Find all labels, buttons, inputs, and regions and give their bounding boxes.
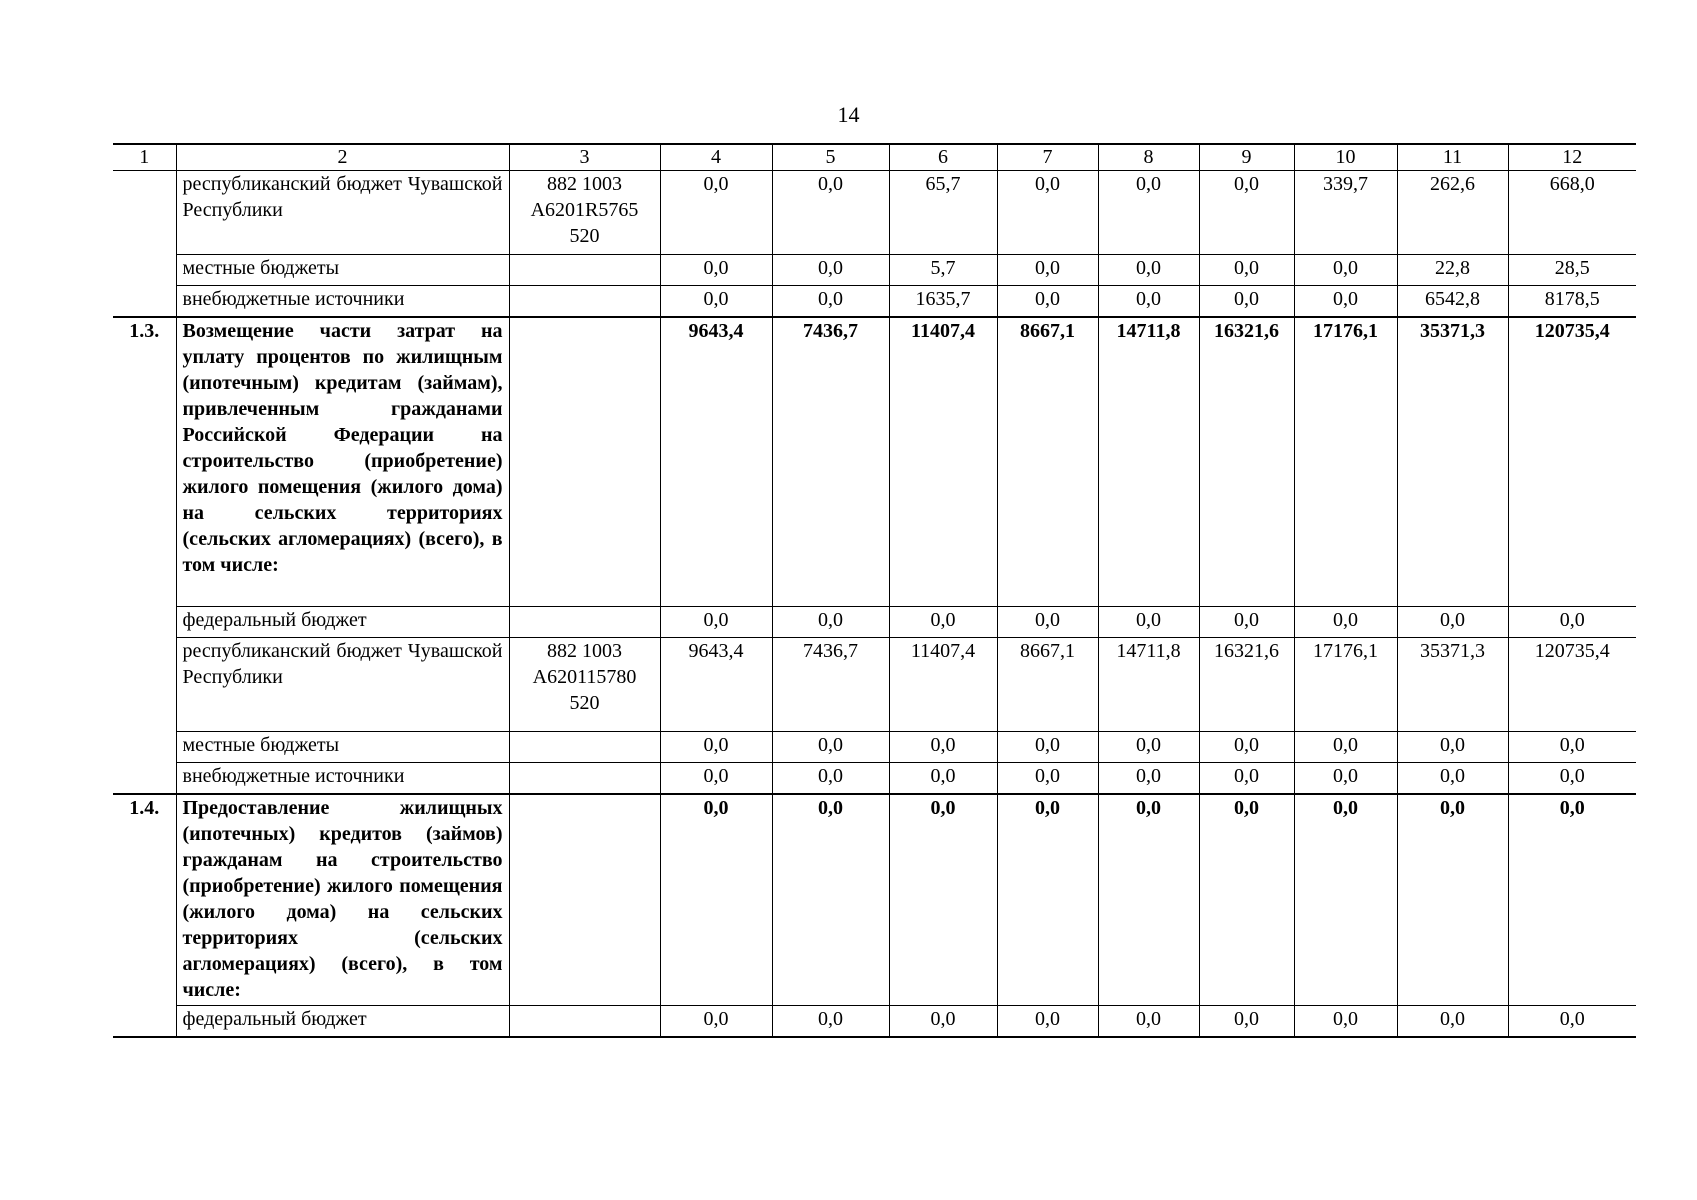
table-row (113, 607, 1636, 638)
budget-code (509, 732, 660, 763)
budget-code (509, 763, 660, 794)
value-cell: 35371,3 (1397, 317, 1508, 607)
row-number (113, 255, 176, 286)
value-cell: 0,0 (889, 763, 997, 794)
value-cell: 28,5 (1508, 255, 1636, 286)
col-header: 1 (113, 144, 176, 171)
col-header: 12 (1508, 144, 1636, 171)
value-cell: 16321,6 (1199, 317, 1294, 607)
value-cell: 0,0 (1199, 255, 1294, 286)
row-number (113, 607, 176, 638)
table-row (113, 638, 1636, 732)
row-number (113, 638, 176, 732)
value-cell: 0,0 (660, 286, 772, 317)
value-cell: 0,0 (1397, 1006, 1508, 1037)
value-cell: 14711,8 (1098, 317, 1199, 607)
table-row (113, 732, 1636, 763)
value-cell: 0,0 (1397, 607, 1508, 638)
value-cell: 0,0 (772, 171, 889, 255)
value-cell: 0,0 (889, 607, 997, 638)
row-description: республиканский бюджет Чувашской Республики (176, 171, 509, 255)
col-header: 5 (772, 144, 889, 171)
col-header: 4 (660, 144, 772, 171)
value-cell: 0,0 (997, 171, 1098, 255)
value-cell: 120735,4 (1508, 317, 1636, 607)
value-cell: 339,7 (1294, 171, 1397, 255)
table-row (113, 763, 1636, 794)
col-header: 8 (1098, 144, 1199, 171)
value-cell: 11407,4 (889, 317, 997, 607)
col-header: 6 (889, 144, 997, 171)
value-cell: 0,0 (1098, 255, 1199, 286)
value-cell: 0,0 (889, 1006, 997, 1037)
value-cell: 0,0 (997, 794, 1098, 1006)
value-cell: 262,6 (1397, 171, 1508, 255)
value-cell: 0,0 (1508, 732, 1636, 763)
budget-code (509, 1006, 660, 1037)
value-cell: 14711,8 (1098, 638, 1199, 732)
col-header: 3 (509, 144, 660, 171)
section-row (113, 317, 1636, 607)
row-number (113, 763, 176, 794)
row-description: местные бюджеты (176, 255, 509, 286)
value-cell: 16321,6 (1199, 638, 1294, 732)
value-cell: 0,0 (660, 1006, 772, 1037)
value-cell: 0,0 (889, 794, 997, 1006)
value-cell: 0,0 (1397, 794, 1508, 1006)
value-cell: 22,8 (1397, 255, 1508, 286)
value-cell: 0,0 (889, 732, 997, 763)
value-cell: 0,0 (660, 732, 772, 763)
value-cell: 0,0 (1098, 763, 1199, 794)
value-cell: 0,0 (1098, 607, 1199, 638)
col-header: 2 (176, 144, 509, 171)
value-cell: 0,0 (1098, 732, 1199, 763)
row-description: Возмещение части затрат на уплату процентов по жилищным (ипотечным) кредитам (займам), привлеченным гражданами Российской Федерации на строительство (приобретение) жилого помещения (жилого дома) на сельских территориях (сельских агломерациях) (всего), в том числе: (176, 317, 509, 607)
value-cell: 6542,8 (1397, 286, 1508, 317)
row-description: республиканский бюджет Чувашской Республики (176, 638, 509, 732)
row-description: внебюджетные источники (176, 763, 509, 794)
value-cell: 0,0 (997, 763, 1098, 794)
value-cell: 0,0 (997, 1006, 1098, 1037)
value-cell: 0,0 (1199, 1006, 1294, 1037)
value-cell: 0,0 (1397, 763, 1508, 794)
table-row (113, 286, 1636, 317)
value-cell: 7436,7 (772, 317, 889, 607)
value-cell: 0,0 (1294, 607, 1397, 638)
header-row (113, 144, 1636, 171)
table-row (113, 255, 1636, 286)
value-cell: 0,0 (1098, 1006, 1199, 1037)
value-cell: 0,0 (660, 255, 772, 286)
value-cell: 0,0 (772, 763, 889, 794)
row-description: местные бюджеты (176, 732, 509, 763)
value-cell: 1635,7 (889, 286, 997, 317)
value-cell: 0,0 (1199, 286, 1294, 317)
value-cell: 0,0 (1294, 255, 1397, 286)
value-cell: 668,0 (1508, 171, 1636, 255)
row-description: Предоставление жилищных (ипотечных) кредитов (займов) гражданам на строительство (приобретение) жилого помещения (жилого дома) на сельских территориях (сельских агломерациях) (всего), в том числе: (176, 794, 509, 1006)
value-cell: 0,0 (1397, 732, 1508, 763)
table-row (113, 171, 1636, 255)
value-cell: 0,0 (1098, 794, 1199, 1006)
value-cell: 0,0 (1199, 171, 1294, 255)
value-cell: 0,0 (660, 763, 772, 794)
value-cell: 0,0 (1294, 732, 1397, 763)
value-cell: 9643,4 (660, 317, 772, 607)
value-cell: 0,0 (1508, 794, 1636, 1006)
value-cell: 0,0 (1098, 286, 1199, 317)
budget-code (509, 286, 660, 317)
value-cell: 0,0 (1508, 1006, 1636, 1037)
budget-code (509, 255, 660, 286)
value-cell: 120735,4 (1508, 638, 1636, 732)
value-cell: 0,0 (997, 607, 1098, 638)
value-cell: 0,0 (772, 1006, 889, 1037)
page-number: 14 (837, 102, 860, 127)
value-cell: 0,0 (1294, 763, 1397, 794)
value-cell: 17176,1 (1294, 638, 1397, 732)
value-cell: 0,0 (660, 794, 772, 1006)
value-cell: 17176,1 (1294, 317, 1397, 607)
col-header: 10 (1294, 144, 1397, 171)
value-cell: 0,0 (1294, 1006, 1397, 1037)
value-cell: 5,7 (889, 255, 997, 286)
table-row (113, 1006, 1636, 1037)
row-number: 1.4. (113, 794, 176, 1006)
value-cell: 0,0 (772, 255, 889, 286)
col-header: 9 (1199, 144, 1294, 171)
value-cell: 0,0 (772, 607, 889, 638)
row-number: 1.3. (113, 317, 176, 607)
budget-code: 882 1003 А620115780 520 (509, 638, 660, 732)
value-cell: 0,0 (997, 255, 1098, 286)
value-cell: 0,0 (772, 286, 889, 317)
value-cell: 0,0 (660, 171, 772, 255)
budget-table (113, 143, 1636, 1038)
row-description: федеральный бюджет (176, 1006, 509, 1037)
col-header: 7 (997, 144, 1098, 171)
value-cell: 35371,3 (1397, 638, 1508, 732)
row-number (113, 1006, 176, 1037)
budget-code (509, 317, 660, 607)
value-cell: 0,0 (1098, 171, 1199, 255)
value-cell: 9643,4 (660, 638, 772, 732)
value-cell: 0,0 (1294, 794, 1397, 1006)
value-cell: 0,0 (1508, 763, 1636, 794)
value-cell: 0,0 (997, 286, 1098, 317)
value-cell: 0,0 (660, 607, 772, 638)
value-cell: 0,0 (997, 732, 1098, 763)
value-cell: 0,0 (772, 732, 889, 763)
section-row (113, 794, 1636, 1006)
budget-code: 882 1003 А6201R5765 520 (509, 171, 660, 255)
value-cell: 0,0 (772, 794, 889, 1006)
value-cell: 7436,7 (772, 638, 889, 732)
row-number (113, 286, 176, 317)
value-cell: 8667,1 (997, 317, 1098, 607)
value-cell: 0,0 (1294, 286, 1397, 317)
value-cell: 0,0 (1508, 607, 1636, 638)
value-cell: 0,0 (1199, 794, 1294, 1006)
value-cell: 0,0 (1199, 607, 1294, 638)
budget-code (509, 794, 660, 1006)
value-cell: 8667,1 (997, 638, 1098, 732)
value-cell: 0,0 (1199, 732, 1294, 763)
row-description: федеральный бюджет (176, 607, 509, 638)
budget-code (509, 607, 660, 638)
row-number (113, 171, 176, 255)
row-description: внебюджетные источники (176, 286, 509, 317)
value-cell: 11407,4 (889, 638, 997, 732)
col-header: 11 (1397, 144, 1508, 171)
value-cell: 65,7 (889, 171, 997, 255)
row-number (113, 732, 176, 763)
value-cell: 8178,5 (1508, 286, 1636, 317)
value-cell: 0,0 (1199, 763, 1294, 794)
